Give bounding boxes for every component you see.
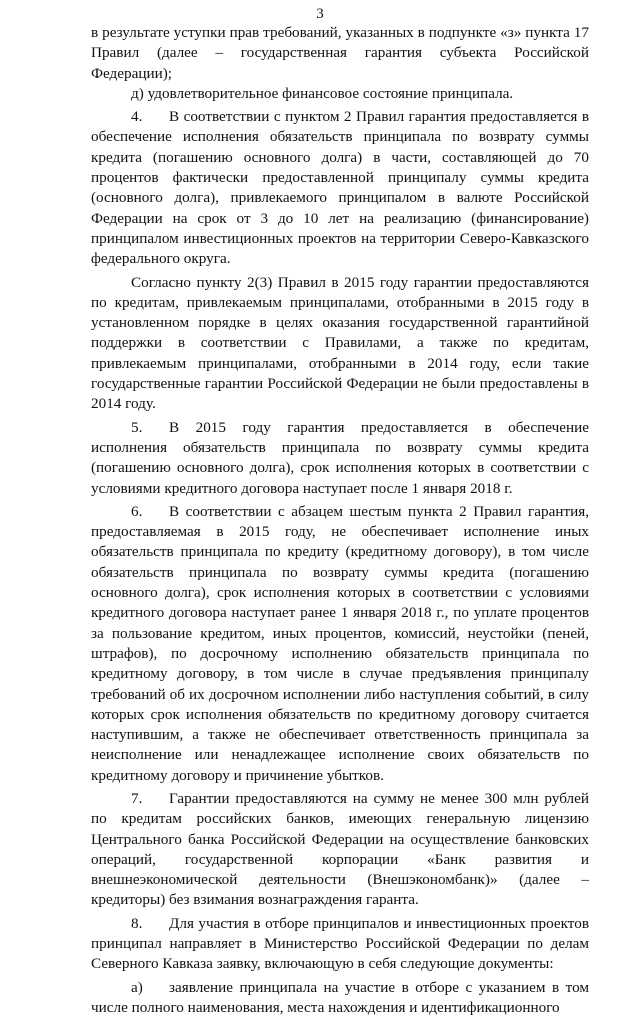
page-number: 3 — [316, 6, 324, 22]
paragraph-5 — [91, 418, 589, 499]
paragraph-8-a — [91, 978, 589, 1018]
paragraph-6 — [91, 502, 589, 786]
paragraph-text: Для участия в отборе принципалов и инвестиционных проектов принципал направляет в Министерство Российской Федерации по делам Северного Кавказа заявку, включающую в себя следующие документы: — [91, 914, 589, 973]
paragraph-number: 7. — [131, 789, 143, 807]
paragraph-4-continued: Согласно пункту 2(3) Правил в 2015 году гарантии предоставляются по кредитам, привлекаемым принципалами, отобранными в 2015 году в установленном порядке в целях оказания государственной гарантийной поддержки в соответствии с Правилами, а также по кредитам, привлекаемым принципалами, отобранными в 2014 году, если такие государственные гарантии Российской Федерации не были предоставлены в 2014 году. — [91, 273, 589, 413]
paragraph-number: 6. — [131, 502, 143, 520]
paragraph-text: В соответствии с пунктом 2 Правил гарантия предоставляется в обеспечение исполнения обязательств принципала по возврату суммы кредита (погашению основного долга) в части, составляющей до 70 процентов фактически предоставленной принципалу суммы кредита (основного долга), привлекаемого принципалом в валюте Российской Федерации на срок от 3 до 10 лет на реализацию (финансирование) принципалом инвестиционных проектов на территории Северо-Кавказского федерального округа. — [91, 108, 589, 268]
paragraph-8 — [91, 914, 589, 975]
paragraph-number: 4. — [131, 108, 143, 126]
paragraph-text: В соответствии с абзацем шестым пункта 2 Правил гарантия, предоставляемая в 2015 году, не обеспечивает исполнение иных обязательств принципала по кредиту (кредитному договору), в том числе обязательств принципала по возврату суммы кредита (погашению основного долга), срок исполнения которых в соответствии с условиями кредитного договора наступает ранее 1 января 2018 г., по уплате процентов за пользование кредитом, иных процентов, комиссий, неустойки (пеней, штрафов), по досрочному исполнению обязательств принципала по кредитному договору, в том числе в случае предъявления принципалу требований об их досрочном исполнении либо наступления событий, в силу которых срок исполнения обязательств по кредитному договору считается наступившим, а также не обеспечивает ответственность принципала за неисполнение или ненадлежащее исполнение своих обязательств по кредитному договору и причинение убытков. — [91, 502, 589, 784]
paragraph-continuation: в результате уступки прав требований, указанных в подпункте «з» пункта 17 Правил (далее – государственная гарантия субъекта Российской Федерации); — [91, 24, 589, 82]
paragraph-number: а) — [131, 978, 143, 996]
paragraph-text: Гарантии предоставляются на сумму не менее 300 млн рублей по кредитам российских банков, имеющих генеральную лицензию Центрального банка Российской Федерации на осуществление банковских операций, государственной корпорации «Банк развития и внешнеэкономической деятельности (Внешэкономбанк)» (далее – кредиторы) без взимания вознаграждения гаранта. — [91, 789, 589, 909]
document-body — [91, 23, 589, 1018]
paragraph-item-d: д) удовлетворительное финансовое состояние принципала. — [131, 84, 514, 102]
paragraph-text: В 2015 году гарантия предоставляется в обеспечение исполнения обязательств принципала по возврату суммы кредита (погашению основного долга), срок исполнения которых в соответствии с условиями кредитного договора наступает после 1 января 2018 г. — [91, 418, 589, 497]
paragraph-text: заявление принципала на участие в отборе с указанием в том числе полного наименования, места нахождения и идентификационного — [91, 978, 589, 1016]
paragraph-number: 5. — [131, 418, 143, 436]
paragraph-7 — [91, 789, 589, 911]
paragraph-number: 8. — [131, 914, 143, 932]
paragraph-4 — [91, 107, 589, 269]
